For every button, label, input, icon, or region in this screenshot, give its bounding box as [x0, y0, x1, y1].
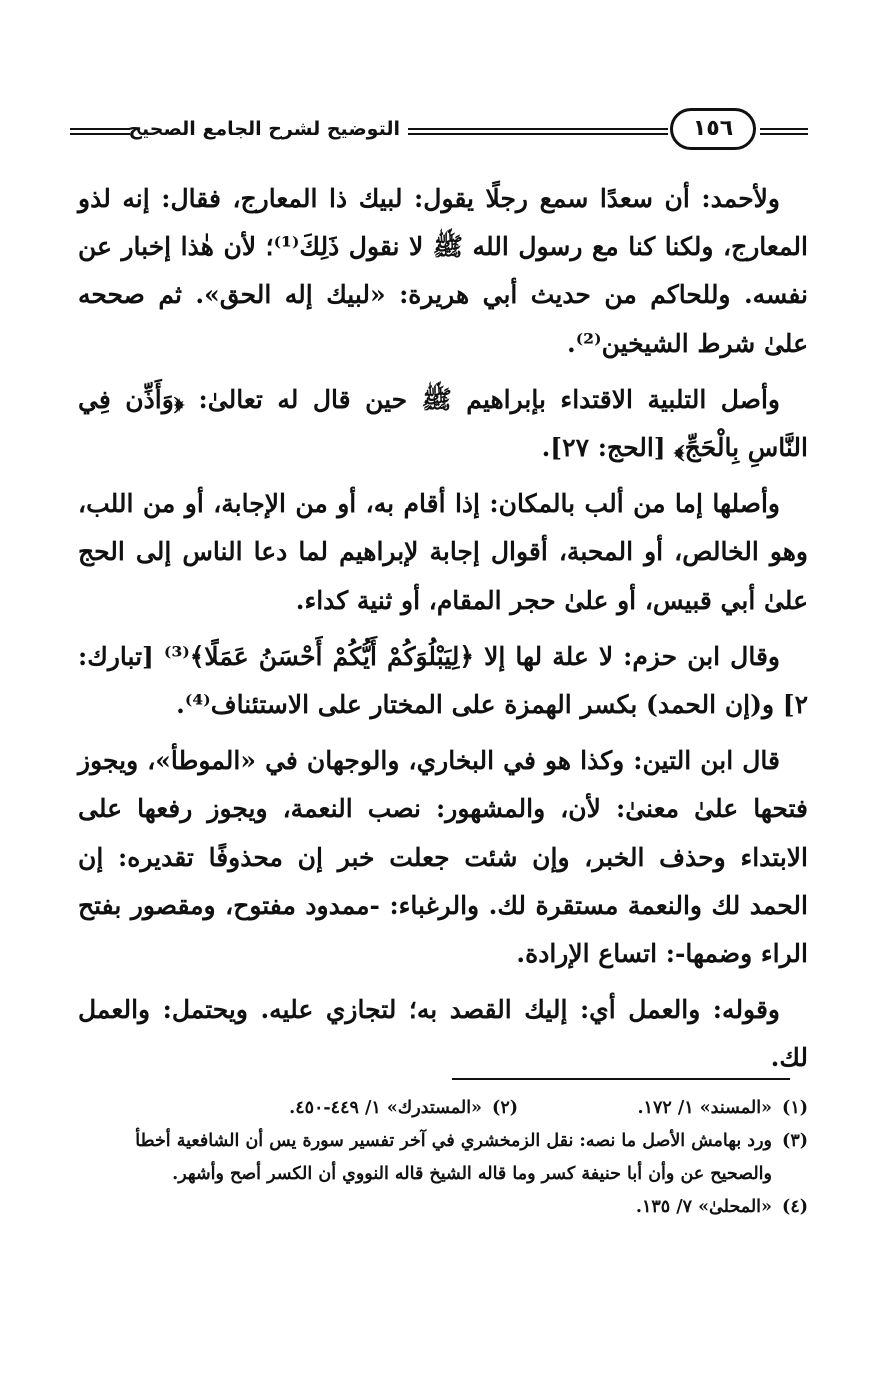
- footnote-text: «المحلىٰ» ٧/ ١٣٥.: [635, 1197, 772, 1217]
- paragraph: قال ابن التين: وكذا هو في البخاري، والوجهان في «الموطأ»، ويجوز فتحها علىٰ معنىٰ: لأن، والمشهور: نصب النعمة، ويجوز رفعها على الابتداء وحذف الخبر، وإن شئت جعلت خبر إن محذوفًا تقديره: إن الحمد لك والنعمة مستقرة لك. والرغباء: -ممدود مفتوح، ومقصور بفتح الراء وضمها-: اتساع الإرادة.: [78, 746, 808, 969]
- paragraph: وأصل التلبية الاقتداء بإبراهيم ﷺ حين قال له تعالىٰ: ﴿وَأَذِّن فِي النَّاسِ بِالْحَجِّ﴾ [الحج: ٢٧].: [78, 384, 808, 463]
- footnote-separator: [452, 1078, 790, 1080]
- page-number: ١٥٦: [670, 108, 756, 150]
- footnote-1: [518, 1092, 808, 1125]
- running-title: التوضيح لشرح الجامع الصحيح: [128, 118, 400, 140]
- page-header: [70, 108, 808, 158]
- header-rule-middle: [408, 128, 668, 135]
- footnote-3: [78, 1125, 808, 1191]
- footnote-text: «المستدرك» ١/ ٤٤٩-٤٥٠.: [289, 1098, 482, 1118]
- paragraph: ولأحمد: أن سعدًا سمع رجلًا يقول: لبيك ذا المعارج، فقال: إنه لذو المعارج، ولكنا كنا مع رسول الله ﷺ لا نقول ذَلِكَ⁽¹⁾؛ لأن هٰذا إخبار عن نفسه. وللحاكم من حديث أبي هريرة: «لبيك إله الحق». ثم صححه علىٰ شرط الشيخين⁽²⁾.: [78, 184, 808, 358]
- footnote-text: ورد بهامش الأصل ما نصه: نقل الزمخشري في آخر تفسير سورة يس أن الشافعية أخطأ والصحيح عن وأن أبا حنيفة كسر وما قاله الشيخ قاله النووي أن الكسر أصح وأشهر.: [135, 1131, 772, 1184]
- paragraph: وأصلها إما من ألب بالمكان: إذا أقام به، أو من الإجابة، أو من اللب، وهو الخالص، أو المحبة، أقوال إجابة لإبراهيم لما دعا الناس إلى الحج علىٰ أبي قبيس، أو علىٰ حجر المقام، أو ثنية كداء.: [78, 489, 808, 615]
- paragraph: وقال ابن حزم: لا علة لها إلا ﴿لِيَبْلُوَكُمْ أَيُّكُمْ أَحْسَنُ عَمَلًا﴾⁽³⁾ [تبارك: ٢] و(إن الحمد) بكسر الهمزة على المختار على الاستئناف⁽⁴⁾.: [78, 641, 808, 720]
- footnote-2: [78, 1092, 518, 1125]
- footnote-number: (٤): [782, 1197, 808, 1217]
- footnote-number: (٣): [782, 1131, 808, 1151]
- main-text: [78, 175, 808, 1091]
- paragraph: وقوله: والعمل أي: إليك القصد به؛ لتجازي عليه. ويحتمل: والعمل لك.: [78, 995, 808, 1073]
- footnote-4: [78, 1191, 808, 1224]
- footnotes: [78, 1092, 808, 1224]
- footnote-text: «المسند» ١/ ١٧٢.: [637, 1098, 772, 1118]
- footnote-row: [78, 1092, 808, 1125]
- header-rule-left: [70, 128, 130, 135]
- header-rule-right: [760, 128, 808, 135]
- footnote-number: (٢): [492, 1098, 518, 1118]
- footnote-number: (١): [782, 1098, 808, 1118]
